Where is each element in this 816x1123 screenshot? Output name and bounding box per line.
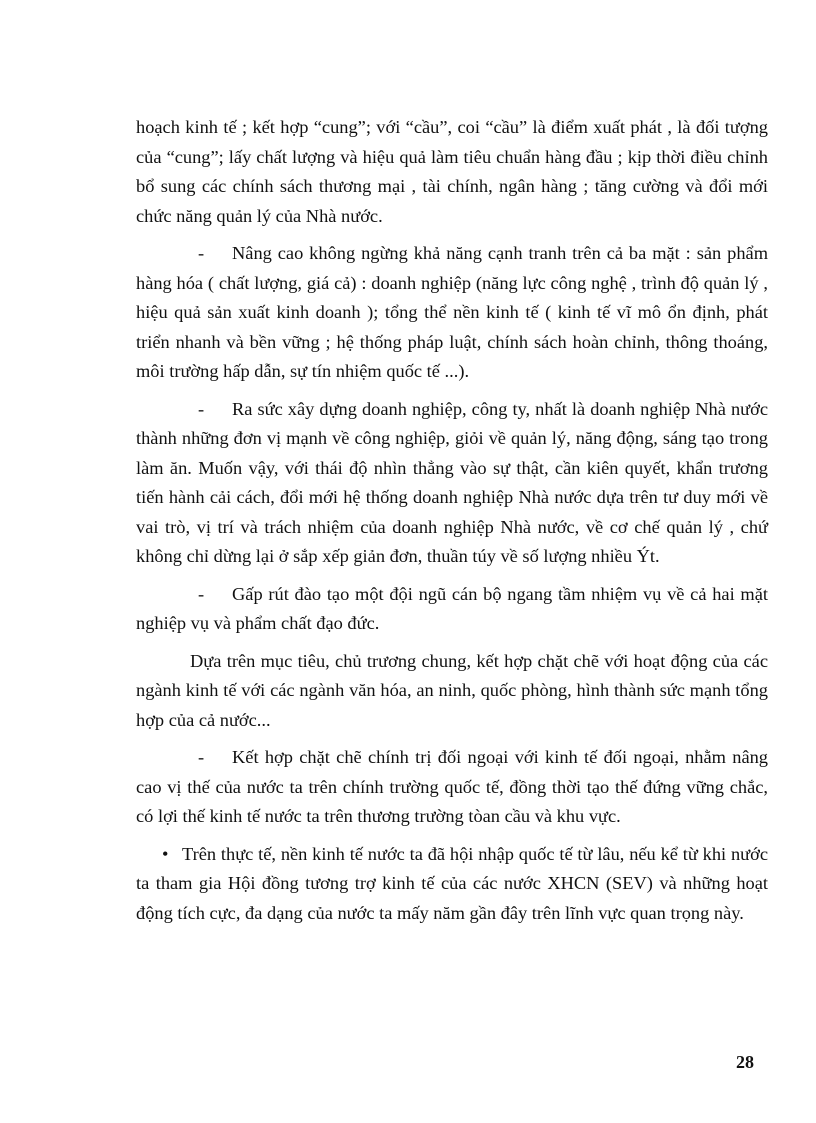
dash-item-foreign-policy [136,743,768,832]
document-body [136,113,768,936]
dash-item-competitiveness [136,239,768,387]
dash-marker: - [198,398,205,419]
paragraph-continuation: hoạch kinh tế ; kết hợp “cung”; với “cầu”, coi “cầu” là điểm xuất phát , là đối tượng của “cung”; lấy chất lượng và hiệu quả làm tiêu chuẩn hàng đầu ; kịp thời điều chỉnh bổ sung các chính sách thương mại , tài chính, ngân hàng ; tăng cường và đổi mới chức năng quản lý của Nhà nước. [136,117,768,226]
dash-marker: - [198,243,205,263]
dash-item-text: Ra sức xây dựng doanh nghiệp, công ty, nhất là doanh nghiệp Nhà nước thành những đơn vị mạnh về công nghiệp, giỏi về quản lý, năng động, sáng tạo trong làm ăn. Muốn vậy, với thái độ nhìn thẳng vào sự thật, cần kiên quyết, khẩn trương tiến hành cải cách, đổi mới hệ thống doanh nghiệp Nhà nước dựa trên tư duy mới về vai trò, vị trí và trách nhiệm của doanh nghiệp Nhà nước, về cơ chế quản lý , chứ không chỉ dừng lại ở sắp xếp giản đơn, thuần túy về số lượng nhiều Ýt. [136,398,768,566]
bullet-item-text: Trên thực tế, nền kinh tế nước ta đã hội nhập quốc tế từ lâu, nếu kể từ khi nước ta tham gia Hội đồng tương trợ kinh tế của các nước XHCN (SEV) và những hoạt động tích cực, đa dạng của nước ta mấy năm gần đây trên lĩnh vực quan trọng này. [136,843,768,923]
dash-item-training [136,580,768,639]
dash-marker: - [198,583,205,604]
dash-item-text: Gấp rút đào tạo một đội ngũ cán bộ ngang tầm nhiệm vụ về cả hai mặt nghiệp vụ và phẩm chất đạo đức. [136,583,768,633]
bullet-icon: • [162,843,169,864]
dash-item-enterprises [136,395,768,572]
dash-item-text: Nâng cao không ngừng khả năng cạnh tranh trên cả ba mặt : sản phẩm hàng hóa ( chất lượng, giá cả) : doanh nghiệp (năng lực công nghệ , trình độ quản lý , hiệu quả sản xuất kinh doanh ); tổng thể nền kinh tế ( kinh tế vĩ mô ổn định, phát triển nhanh và bền vững ; hệ thống pháp luật, chính sách hoàn chỉnh, thông thoáng, môi trường hấp dẫn, sự tín nhiệm quốc tế ...). [136,243,768,381]
dash-item-text: Kết hợp chặt chẽ chính trị đối ngoại với kinh tế đối ngoại, nhằm nâng cao vị thế của nước ta trên chính trường quốc tế, đồng thời tạo thế đứng vững chắc, có lợi thế kinh tế nước ta trên thương trường tòan cầu và khu vực. [136,747,768,826]
dash-marker: - [198,747,205,767]
page-number: 28 [736,1052,754,1072]
paragraph-goals: Dựa trên mục tiêu, chủ trương chung, kết hợp chặt chẽ với hoạt động của các ngành kinh tế với các ngành văn hóa, an ninh, quốc phòng, hình thành sức mạnh tổng hợp của cả nước... [136,650,768,730]
bullet-item-integration [136,840,768,929]
